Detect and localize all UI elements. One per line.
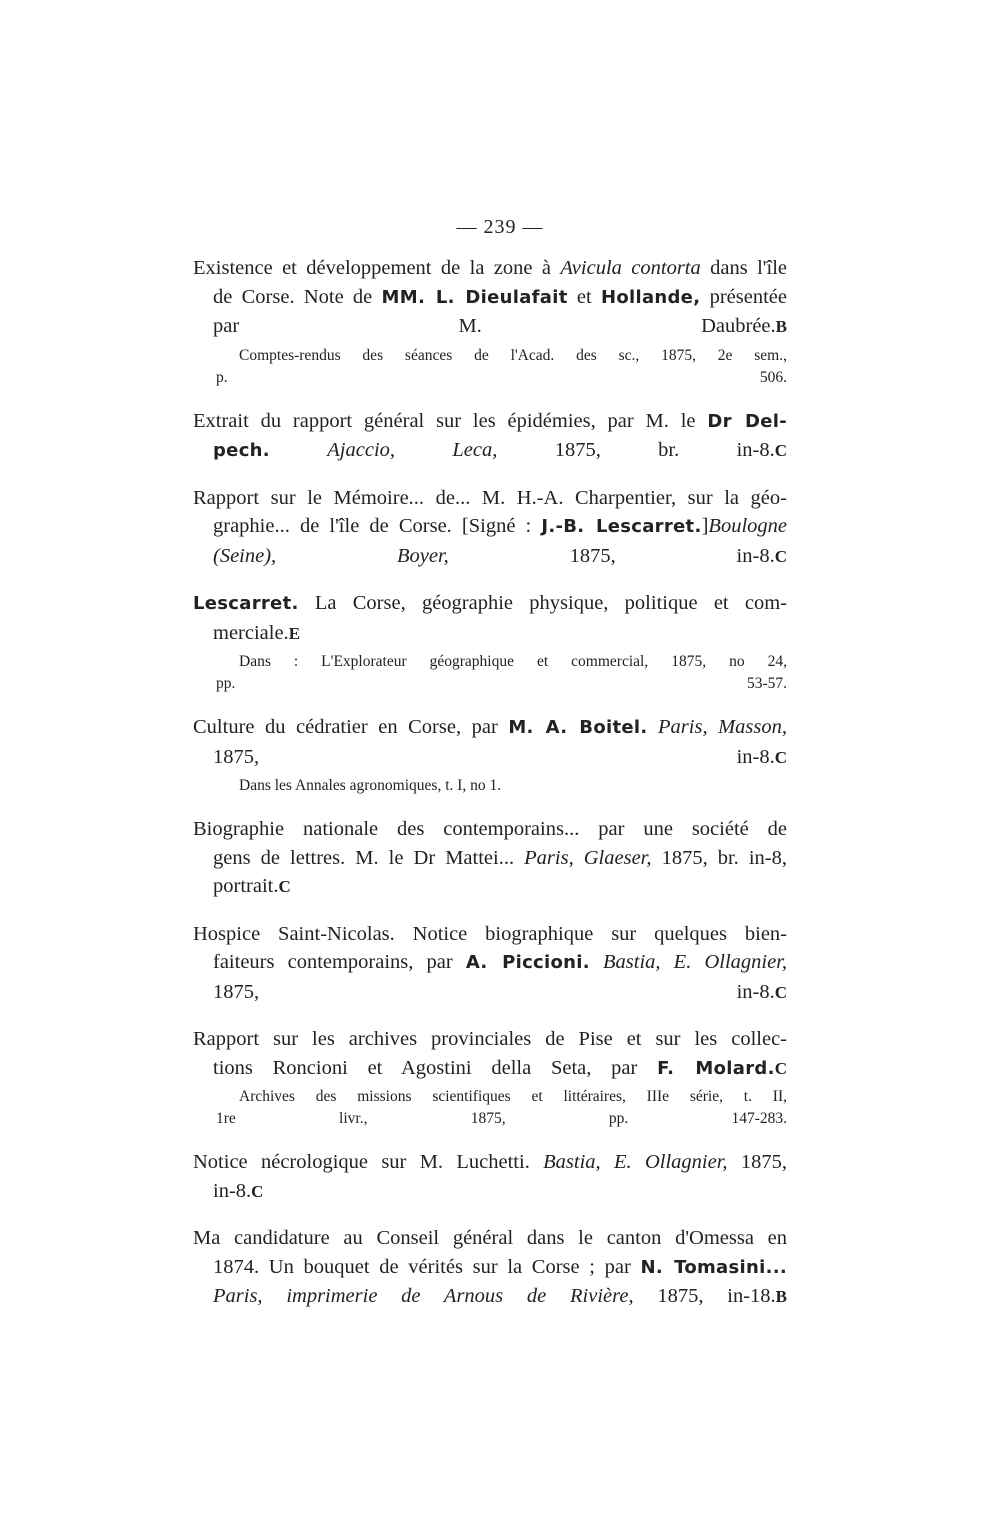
note-line: Archives des missions scientifiques et littéraires, IIIe série, t. II, [239,1088,787,1105]
italic-text: (Seine), Boyer, [213,544,449,567]
entry-text [193,589,787,648]
entry-note [193,1086,787,1130]
entry-line: par M. Daubrée.B [213,315,787,337]
italic-text: Paris, Glaeser, [524,846,652,869]
italic-text: Paris, Masson, [658,716,787,738]
entry-line: Rapport sur le Mémoire... de... M. H.-A. Charpentier, sur la géo- [193,486,787,509]
entry-text [193,1224,787,1312]
page-number: — 239 — [456,216,544,238]
note-line: 1re livr., 1875, pp. 147-283. [216,1110,787,1127]
italic-text: Avicula contorta [560,257,701,279]
author-name: J.-B. Lescarret. [541,516,702,537]
bibliography-entry [193,589,787,695]
bibliography-entry [193,1025,787,1130]
entry-text [193,815,787,902]
entry-text [193,1025,787,1083]
entry-text [193,254,787,342]
note-line: p. 506. [216,368,787,386]
author-name: pech. [213,440,270,461]
library-code: B [775,1287,787,1306]
entry-line: in-8.C [213,1179,264,1202]
bibliography-entry [193,920,787,1008]
entry-line: Extrait du rapport général sur les épidémies, par M. le Dr Del- [193,409,787,432]
entry-line: (Seine), Boyer, 1875, in-8.C [213,544,787,567]
entry-text [193,920,787,1008]
note-line: pp. 53-57. [216,675,787,692]
entry-line: faiteurs contemporains, par A. Piccioni. Bastia, E. Ollagnier, [213,951,788,973]
entry-line: de Corse. Note de MM. L. Dieulafait et Hollande, présentée [213,285,788,308]
entry-note [193,775,787,797]
bibliography-entry [193,407,787,466]
entry-line: Biographie nationale des contemporains... par une société de [193,818,787,840]
entry-line: graphie... de l'île de Corse. [Signé : J.-B. Lescarret.]Boulogne [213,515,787,537]
author-name: F. Molard. [657,1057,775,1079]
entry-line: Rapport sur les archives provinciales de Pise et sur les collec- [193,1028,787,1050]
bibliography-entries [193,254,787,1330]
library-code: C [774,441,788,460]
library-code: E [288,623,301,643]
entry-line: 1875, in-8.C [213,980,787,1003]
author-name: Lescarret. [193,593,299,614]
italic-text: Paris, imprimerie de Arnous de Rivière, [213,1285,634,1307]
bibliography-entry [193,713,787,797]
entry-line: portrait.C [213,875,291,897]
note-line: Comptes-rendus des séances de l'Acad. des sc., 1875, 2e sem., [239,346,787,364]
italic-text: Ajaccio, Leca, [327,439,498,461]
entry-line: gens de lettres. M. le Dr Mattei... Paris, Glaeser, 1875, br. in-8, [213,846,788,869]
library-code: C [774,1058,787,1078]
bibliography-entry [193,1224,787,1312]
entry-line: merciale.E [213,621,301,644]
entry-line: Paris, imprimerie de Arnous de Rivière, 1875, in-18.B [213,1285,787,1307]
entry-line: Lescarret. La Corse, géographie physique, politique et com- [193,592,787,614]
entry-line: Notice nécrologique sur M. Luchetti. Bastia, E. Ollagnier, 1875, [193,1151,788,1173]
note-line: Dans les Annales agronomiques, t. I, no 1. [239,777,502,794]
entry-line: Culture du cédratier en Corse, par M. A. Boitel. Paris, Masson, [193,716,787,738]
library-code: C [774,546,787,566]
author-name: N. Tomasini... [640,1256,787,1278]
author-name: A. Piccioni. [465,952,590,973]
entry-text [193,484,787,572]
entry-note [193,651,787,695]
entry-note [193,345,787,389]
bibliography-entry [193,1148,787,1206]
author-name: Dr Del- [707,410,787,432]
entry-text [193,1148,787,1206]
library-code: C [774,982,787,1002]
note-line: Dans : L'Explorateur géographique et commercial, 1875, no 24, [239,653,787,670]
bibliography-entry [193,484,787,572]
entry-line: 1875, in-8.C [213,745,787,768]
entry-line: Ma candidature au Conseil général dans le canton d'Omessa en [193,1227,787,1249]
bibliography-entry [193,815,787,902]
library-code: C [251,1181,264,1201]
entry-line: Hospice Saint-Nicolas. Notice biographique sur quelques bien- [193,922,787,945]
library-code: B [775,317,787,336]
entry-text [193,713,787,772]
author-name: Hollande, [600,286,701,308]
library-code: C [278,877,291,896]
author-name: MM. L. Dieulafait [381,286,568,308]
italic-text: Boulogne [708,515,787,537]
library-code: C [774,747,787,767]
entry-text [193,407,787,466]
italic-text: Bastia, E. Ollagnier, [603,951,788,973]
entry-line: Existence et développement de la zone à Avicula contorta dans l'île [193,257,787,279]
entry-line: 1874. Un bouquet de vérités sur la Corse ; par N. Tomasini... [213,1255,787,1278]
entry-line: tions Roncioni et Agostini della Seta, par F. Molard.C [213,1056,787,1079]
author-name: M. A. Boitel. [508,717,648,738]
entry-line: pech. Ajaccio, Leca, 1875, br. in-8.C [213,439,788,461]
italic-text: Bastia, E. Ollagnier, [543,1151,728,1173]
bibliography-entry [193,254,787,389]
